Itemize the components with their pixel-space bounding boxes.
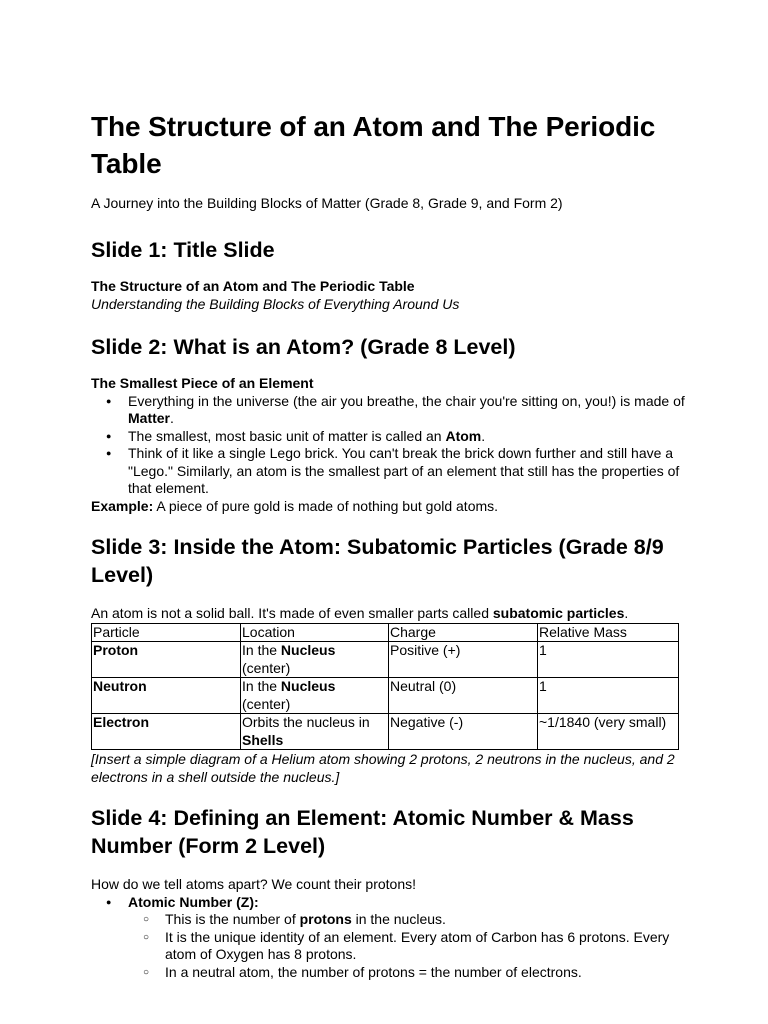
list-item: ● Atomic Number (Z): ○ This is the number of protons in the nucleus. ○ It is the unique identity of an element. Every atom of Carbon has 6 protons. Every atom of Oxygen has 8 protons. ○ In a neutral atom, the number of protons = the number of electrons. — [91, 894, 691, 982]
slide-1-title: The Structure of an Atom and The Periodic Table — [91, 278, 415, 294]
slide-3-intro: An atom is not a solid ball. It's made of even smaller parts called subatomic particles. — [91, 605, 629, 621]
table-cell-mass: ~1/1840 (very small) — [538, 714, 679, 750]
slide-3-heading: Slide 3: Inside the Atom: Subatomic Particles (Grade 8/9 Level) — [91, 535, 664, 587]
table-cell-particle: Neutron — [92, 678, 241, 714]
table-cell-mass: 1 — [538, 678, 679, 714]
table-cell-charge: Positive (+) — [389, 642, 538, 678]
slide-4-heading: Slide 4: Defining an Element: Atomic Number & Mass Number (Form 2 Level) — [91, 806, 634, 858]
table-cell-mass: 1 — [538, 642, 679, 678]
particles-table — [91, 623, 679, 751]
document-title: The Structure of an Atom and The Periodic Table — [91, 111, 656, 179]
slide-2-subheading: The Smallest Piece of an Element — [91, 375, 314, 391]
list-item: ○ This is the number of protons in the nucleus. — [91, 911, 691, 929]
document-subtitle: A Journey into the Building Blocks of Matter (Grade 8, Grade 9, and Form 2) — [91, 195, 563, 211]
slide-2-bullet-list — [91, 393, 691, 498]
document-body — [91, 108, 691, 981]
table-cell-particle: Proton — [92, 642, 241, 678]
slide-3-diagram-note: [Insert a simple diagram of a Helium atom showing 2 protons, 2 neutrons in the nucleus, and 2 electrons in a shell outside the nucleus.] — [91, 751, 675, 785]
slide-2-heading: Slide 2: What is an Atom? (Grade 8 Level) — [91, 335, 516, 359]
slide-4-bullet-list — [91, 894, 691, 982]
table-cell-location: In the Nucleus (center) — [241, 678, 389, 714]
slide-1-section — [91, 236, 691, 313]
table-row — [92, 714, 679, 750]
list-item: ● Everything in the universe (the air you breathe, the chair you're sitting on, you!) is made of Matter. — [91, 393, 691, 428]
list-item: ● The smallest, most basic unit of matter is called an Atom. — [91, 428, 691, 446]
table-row — [92, 642, 679, 678]
table-cell-particle: Electron — [92, 714, 241, 750]
table-cell-location: Orbits the nucleus in Shells — [241, 714, 389, 750]
list-item: ● Think of it like a single Lego brick. You can't break the brick down further and still have a "Lego." Similarly, an atom is the smallest part of an element that still has the properties of that element. — [91, 445, 691, 498]
list-item: ○ In a neutral atom, the number of protons = the number of electrons. — [91, 964, 691, 982]
slide-1-heading: Slide 1: Title Slide — [91, 238, 275, 262]
slide-4-sub-list — [91, 911, 691, 981]
table-header-row — [92, 623, 679, 642]
list-item: ○ It is the unique identity of an element. Every atom of Carbon has 6 protons. Every atom of Oxygen has 8 protons. — [91, 929, 691, 964]
slide-4-intro: How do we tell atoms apart? We count their protons! — [91, 876, 417, 892]
table-header-cell: Relative Mass — [538, 623, 679, 642]
slide-2-section — [91, 333, 691, 515]
table-cell-charge: Neutral (0) — [389, 678, 538, 714]
table-row — [92, 678, 679, 714]
slide-1-tagline: Understanding the Building Blocks of Everything Around Us — [91, 295, 460, 312]
slide-3-section — [91, 533, 691, 786]
slide-4-section — [91, 804, 691, 981]
table-cell-location: In the Nucleus (center) — [241, 642, 389, 678]
table-header-cell: Location — [241, 623, 389, 642]
table-cell-charge: Negative (-) — [389, 714, 538, 750]
table-header-cell: Charge — [389, 623, 538, 642]
table-header-cell: Particle — [92, 623, 241, 642]
slide-2-example: Example: A piece of pure gold is made of nothing but gold atoms. — [91, 497, 499, 514]
